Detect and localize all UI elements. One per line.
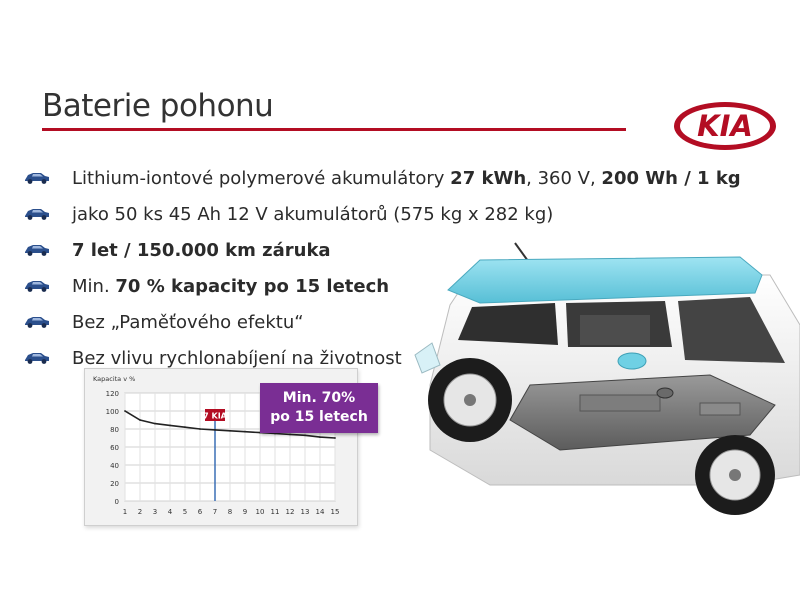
capacity-point [139,419,141,421]
bullet-item [24,160,741,196]
capacity-point [169,425,171,427]
x-tick-label: 5 [182,508,188,516]
kia-logo [672,100,778,152]
y-tick-label: 120 [105,390,119,398]
bullet-text [72,168,741,189]
bullet-text [72,204,553,225]
bullet-text [72,276,389,297]
capacity-point [304,434,306,436]
bullet-text-bold: 200 Wh / 1 kg [601,167,741,189]
x-tick-label: 9 [242,508,248,516]
bullet-text [72,348,402,369]
capacity-point [154,423,156,425]
bullet-text-part: Bez vlivu rychlonabíjení na životnost [72,347,402,369]
y-tick-label: 40 [110,462,119,470]
x-tick-label: 4 [167,508,173,516]
bullet-text [72,312,304,333]
y-tick-label: 80 [110,426,119,434]
car-bullet-icon [24,243,50,257]
x-tick-label: 15 [330,508,340,516]
capacity-point [289,434,291,436]
bullet-text-part: Lithium-iontové polymerové akumulátory [72,167,451,189]
x-tick-label: 1 [122,508,128,516]
car-bullet-icon [24,351,50,365]
car-bullet-icon [24,171,50,185]
capacity-point [199,428,201,430]
y-tick-label: 60 [110,444,119,452]
warranty-marker-label: 7 KIA [203,411,227,421]
capacity-point [214,429,216,431]
bullet-text-part: , 360 V, [526,167,602,189]
bullet-text-part: Min. [72,275,116,297]
callout-line-2: po 15 letech [270,409,368,425]
capacity-point [244,431,246,433]
capacity-point [229,430,231,432]
y-tick-label: 20 [110,480,119,488]
x-tick-label: 14 [315,508,325,516]
bullet-item [24,196,741,232]
car-bullet-icon [24,315,50,329]
bullet-text-bold: 7 let / 150.000 km záruka [72,239,331,261]
capacity-callout [260,383,378,433]
x-tick-label: 3 [152,508,158,516]
capacity-point [124,410,126,412]
slide-title: Baterie pohonu [42,88,274,124]
bullet-text-bold: 27 kWh [450,167,527,189]
x-tick-label: 6 [197,508,203,516]
x-tick-label: 8 [227,508,233,516]
capacity-point [334,437,336,439]
bullet-text [72,240,331,261]
x-tick-label: 2 [137,508,143,516]
x-tick-label: 11 [270,508,280,516]
car-bullet-icon [24,279,50,293]
kia-soul-ev-illustration [410,235,800,520]
bullet-text-part: jako 50 ks 45 Ah 12 V akumulátorů (575 kg x 282 kg) [72,203,554,225]
x-tick-label: 13 [300,508,310,516]
car-bullet-icon [24,207,50,221]
x-tick-label: 7 [212,508,218,516]
y-tick-label: 100 [105,408,119,416]
x-tick-label: 10 [255,508,265,516]
x-tick-label: 12 [285,508,295,516]
callout-line-1: Min. 70% [282,390,356,406]
bullet-text-bold: 70 % kapacity po 15 letech [115,275,390,297]
capacity-point [319,436,321,438]
bullet-text-part: Bez „Paměťového efektu“ [72,311,304,333]
capacity-point [184,426,186,428]
y-axis-label: Kapacita v % [93,375,136,383]
title-underline [42,128,626,131]
kia-logo-text: KIA [697,109,753,143]
y-tick-label: 0 [114,498,119,506]
